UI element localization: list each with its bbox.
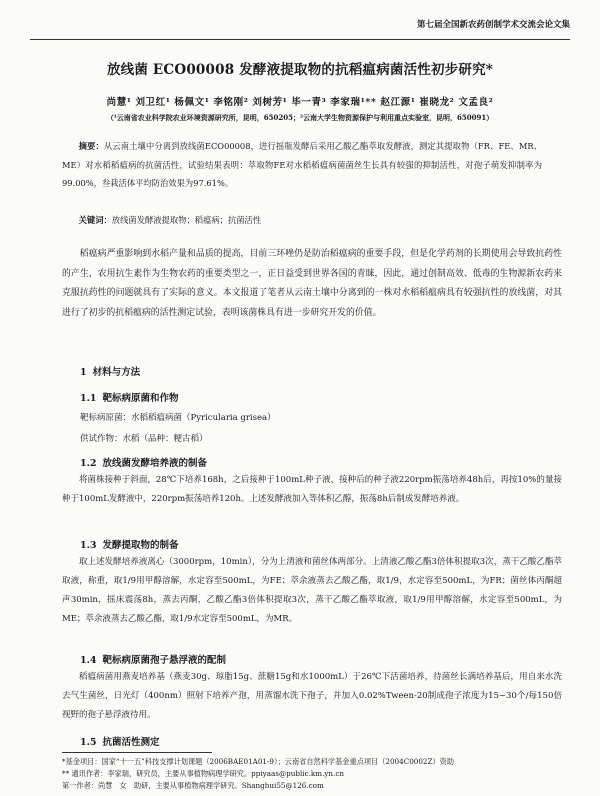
keywords-text: 放线菌发酵液提取物；稻瘟病；抗菌活性 [111,215,262,225]
footnote-first-author: 第一作者：尚慧 女 助研，主要从事植物病理学研究。Shanghui55@126.com [62,781,324,790]
subsection-number: 1.4 [80,655,97,666]
subsection-number: 1.2 [80,458,97,469]
subsection-title: 放线菌发酵培养液的制备 [102,458,208,469]
subsection-title: 靶标病原菌孢子悬浮液的配制 [102,655,227,666]
subsection-heading-1-3 [80,537,179,551]
subsection-heading-1-2 [80,455,207,469]
author-list: 尚慧¹ 刘卫红¹ 杨佩文¹ 李铭刚² 刘树芳¹ 毕一青³ 李家瑞¹** 赵江源¹ 崔晓龙² 文孟良² [106,97,494,108]
spore-suspension-paragraph: 稻瘟病菌用燕麦培养基（燕麦30g、琼脂15g、蔗糖15g和水1000mL）于26℃下活菌培养，待菌丝长满培养基后，用自来水洗去气生菌丝，日光灯（400nm）照射下培养产孢，用蒸馏水洗下孢子，并加入0.02%Tween-20制成孢子浓度为15~30个/每150倍视野的孢子悬浮液待用。 [62,672,562,720]
subsection-title: 发酵提取物的制备 [102,540,179,551]
extraction-paragraph: 取上述发酵培养液离心（3000rpm，10min），分为上清液和菌丝体两部分。上清液乙酸乙酯3倍体积提取3次，蒸干乙酸乙酯萃取液，称重，取1/9用甲醇溶解，水定容至500mL，为FE；萃余液蒸去乙酸乙酯，取1/9，水定容至500mL，为FR；菌丝体丙酮超声30min，摇床震荡8h，蒸去丙酮，乙酸乙酯3倍体积提取3次，蒸干乙酸乙酯萃取液，取1/9用甲醇溶解，水定容至500mL，为ME；萃余液蒸去乙酸乙酯，取1/9水定容至500mL，为MR。 [62,557,562,624]
paper-title: 放线菌 ECO00008 发酵液提取物的抗稻瘟病菌活性初步研究* [106,62,494,78]
subsection-heading-1-4 [80,652,226,666]
section-number: 1 [80,367,87,378]
subsection-number: 1.1 [80,393,97,404]
subsection-heading-1-5 [80,734,160,748]
abstract [62,137,542,193]
header-rule [30,39,570,40]
abstract-text: 从云南土壤中分离到放线菌ECO00008，进行摇瓶发酵后采用乙酸乙酯萃取发酵液，测定其提取物（FR、FE、MR、ME）对水稻稻瘟病的抗菌活性，试验结果表明：萃取物FE对水稻稻瘟病菌菌丝生长具有较强的抑制活性，对孢子萌发抑制率为99.00%，叁栽活体平均防治效果为97.61%。 [62,141,542,188]
subsection-title: 抗菌活性测定 [102,737,160,748]
footnote-corresponding-author: ** 通讯作者：李家瑞，研究员，主要从事植物病理学研究。ppiyaas@public.km.yn.cn [62,769,344,778]
subsection-number: 1.3 [80,540,97,551]
target-pathogen-line: 靶标病原菌：水稻稻瘟病菌（Pyricularia grisea） [80,413,276,423]
running-header-text: 第七届全国新农药创制学术交流会论文集 [416,20,570,30]
intro-paragraph: 稻瘟病严重影响到水稻产量和品质的提高，目前三环唑仍是防治稻瘟病的重要手段，但是化学药剂的长期使用会导致抗药性的产生，农用抗生素作为生物农药的重要类型之一，正日益受到世界各国的青睐，因此，通过创制高效、低毒的生物源新农药来克服抗药性的问题就具有了实际的意义。本文报道了笔者从云南土壤中分离到的一株对水稻稻瘟病具有较强抗性的放线菌，对其进行了初步的抗稻瘟病的活性测定试验，表明该菌株具有进一步研究开发的价值。 [62,249,562,318]
subsection-heading-1-1 [80,390,179,404]
footnote-funding: *基金项目：国家“十一五”科技支撑计划课题（2006BAE01A01-9）；云南省自然科学基金重点项目（2004C0002Z）资助 [62,757,455,766]
footnote-rule [62,752,212,753]
subsection-title: 靶标病原菌和作物 [102,393,179,404]
test-crop-line: 供试作物：水稻（品种：粳古稻） [80,434,208,444]
fermentation-paragraph: 将菌株接种于斜面，28℃下培养168h，之后接种于100mL种子液，接种后的种子液220rpm振荡培养48h后，再按10%的量接种于100mL发酵液中，220rpm振荡培养120h。上述发酵液加入等体积乙醇，振荡8h后制成发酵培养液。 [62,475,562,504]
abstract-label: 摘要： [78,141,104,151]
affiliations: （¹云南省农业科学院农业环境资源研究所，昆明，650205；²云南大学生物资源保护与利用重点实验室，昆明，650091） [106,113,494,122]
subsection-number: 1.5 [80,737,97,748]
running-header [30,16,570,34]
section-heading-1 [80,364,140,378]
section-title: 材料与方法 [92,367,141,378]
keywords-label: 关键词： [78,215,112,225]
keywords [62,211,542,229]
